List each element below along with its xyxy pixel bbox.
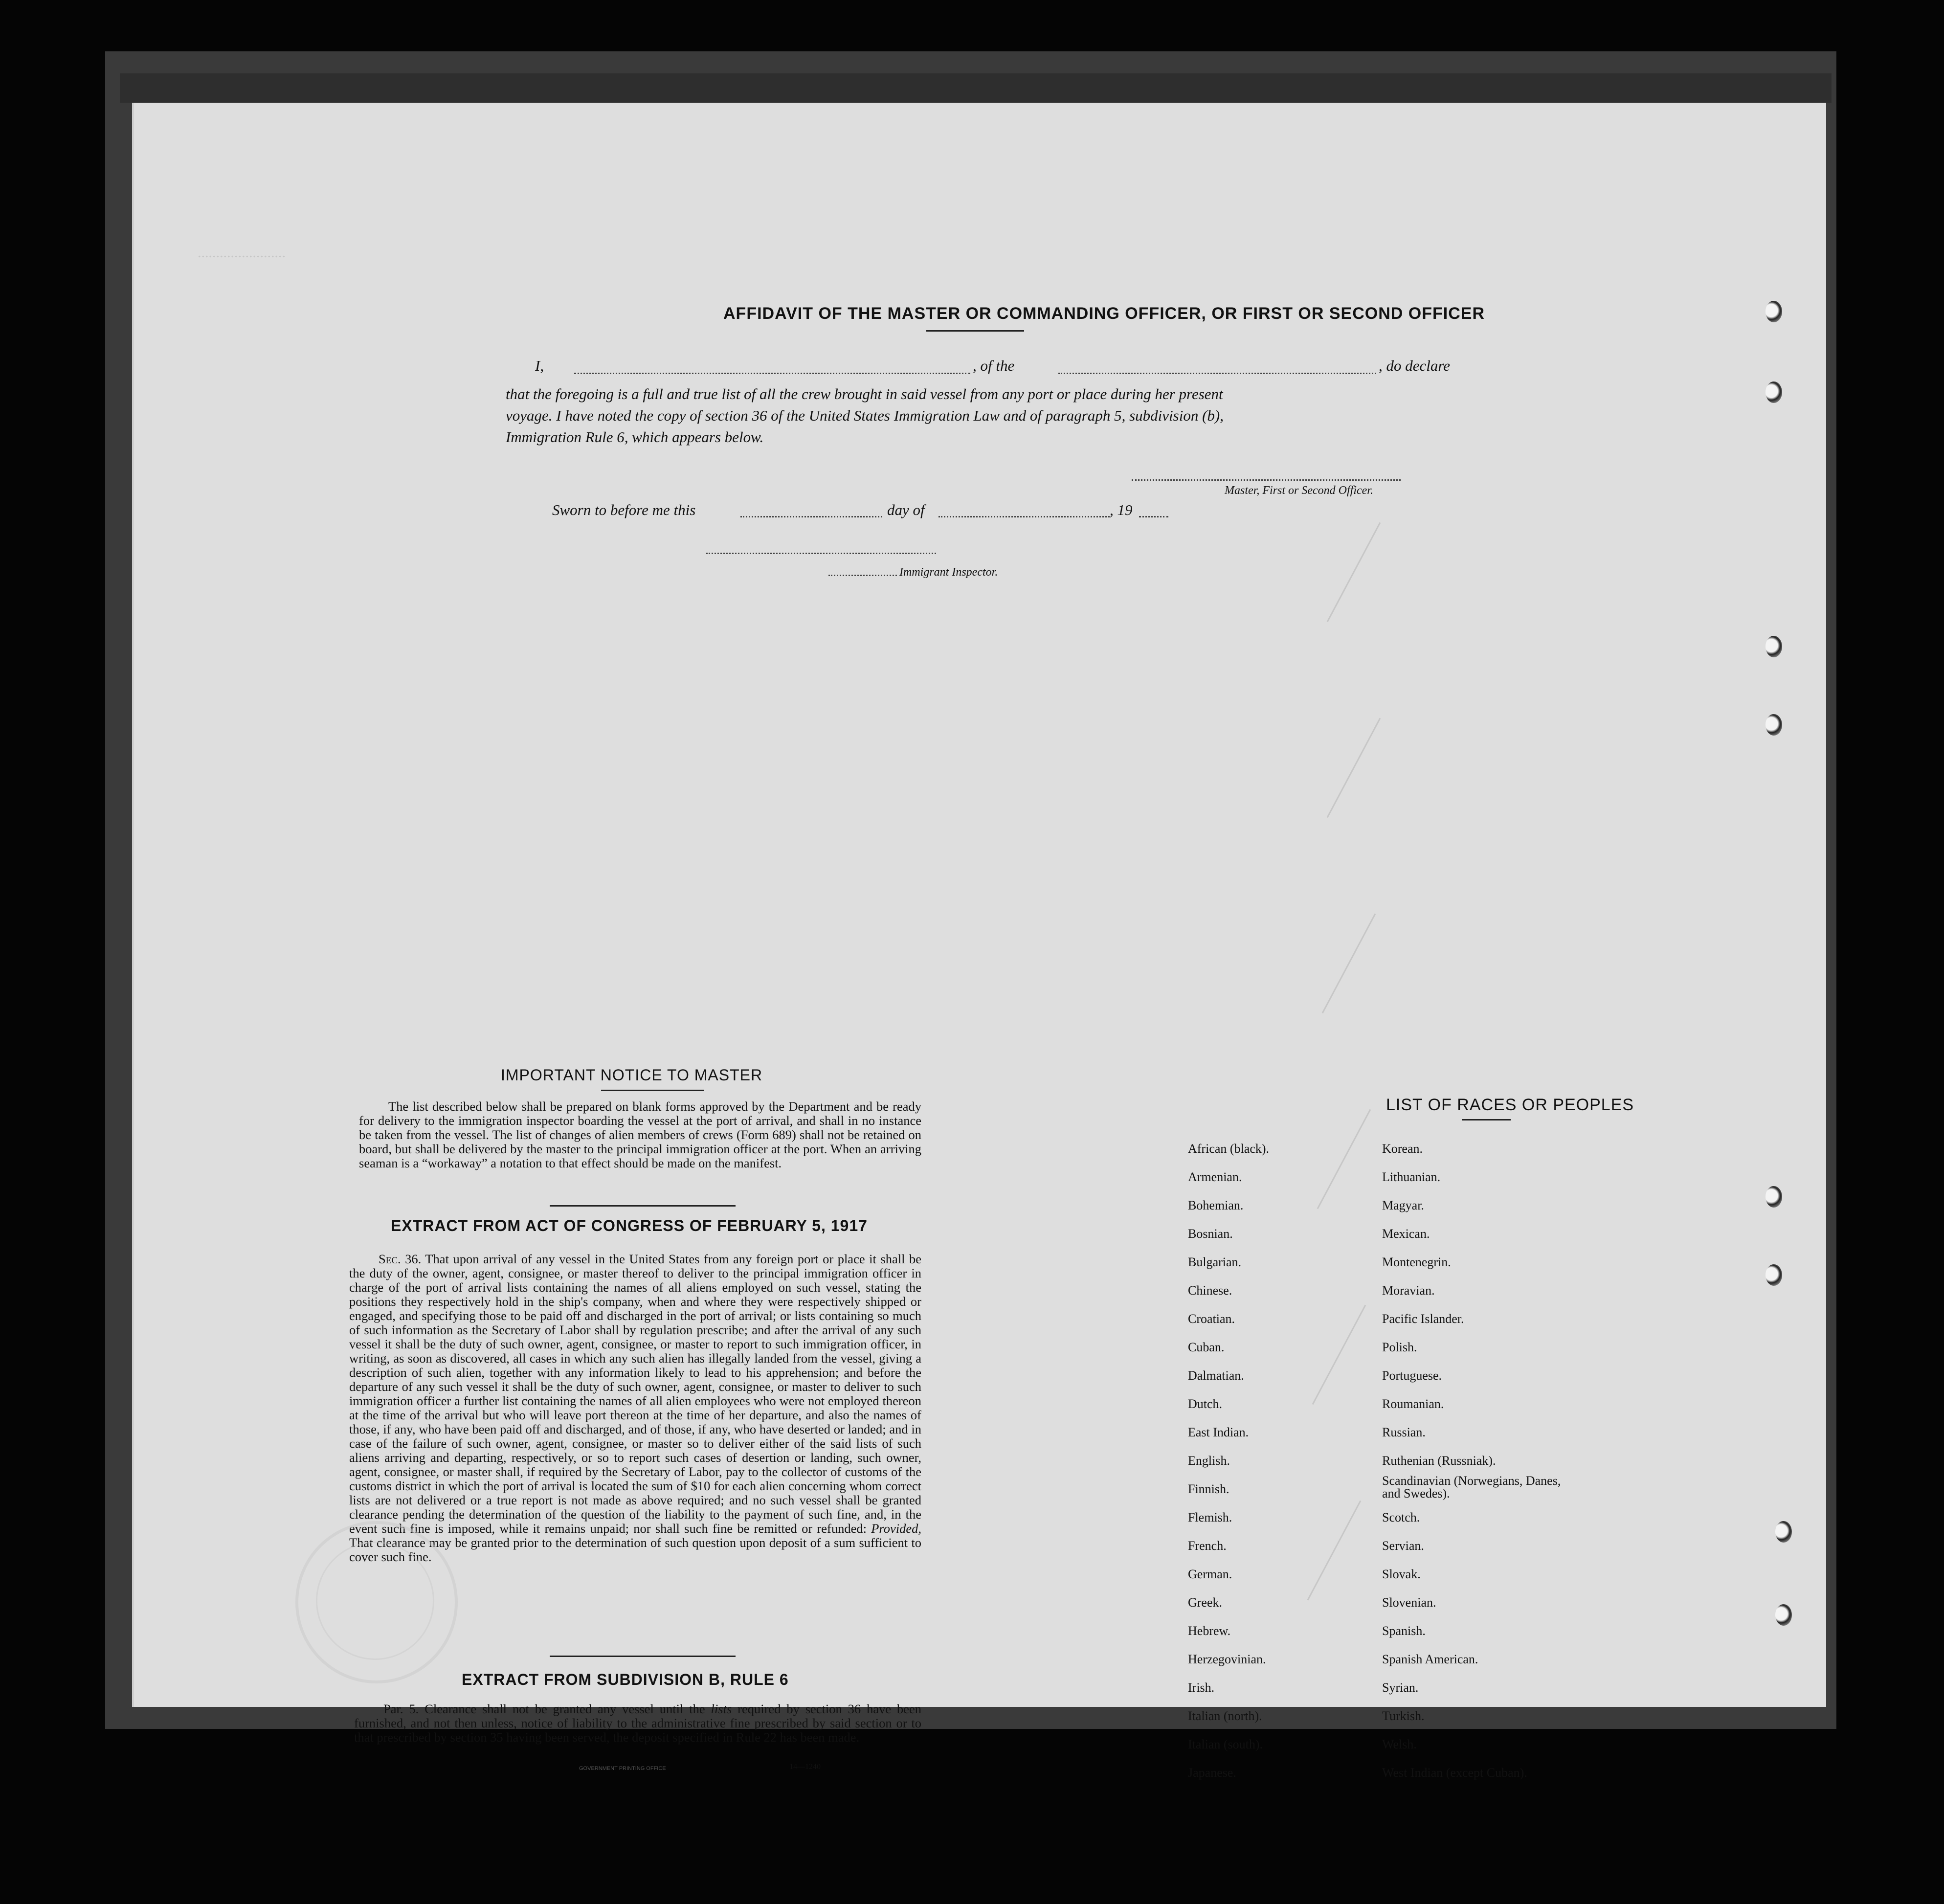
- bleed-check-mark: [1327, 522, 1381, 622]
- race-item: English.: [1188, 1454, 1230, 1468]
- act-extract-title: EXTRACT FROM ACT OF CONGRESS OF FEBRUARY 5, 1917: [391, 1217, 868, 1234]
- binder-hole: [1765, 714, 1782, 736]
- race-item: Hebrew.: [1188, 1624, 1231, 1638]
- bleed-check-mark: [1307, 1501, 1362, 1600]
- race-item: French.: [1188, 1539, 1227, 1553]
- race-item: Bulgarian.: [1188, 1255, 1242, 1269]
- race-item: Roumanian.: [1382, 1397, 1444, 1411]
- inspector-signature-line: [706, 553, 936, 554]
- race-item: Russian.: [1382, 1425, 1426, 1439]
- race-item: Syrian.: [1382, 1680, 1419, 1695]
- race-item: Pacific Islander.: [1382, 1312, 1464, 1326]
- binder-hole: [1765, 301, 1782, 322]
- title-rule: [926, 330, 1024, 332]
- race-item: Spanish.: [1382, 1624, 1426, 1638]
- race-item: Mexican.: [1382, 1227, 1430, 1241]
- signature-caption: Master, First or Second Officer.: [1225, 484, 1373, 497]
- rule-extract-body: [354, 1702, 921, 1745]
- binder-hole: [1765, 636, 1782, 657]
- signature-line: [1132, 479, 1401, 481]
- race-item: Irish.: [1188, 1680, 1215, 1695]
- race-item: West Indian (except Cuban).: [1382, 1766, 1527, 1780]
- race-item: Portuguese.: [1382, 1368, 1442, 1383]
- race-item: Japanese.: [1188, 1766, 1236, 1780]
- of-the-label: , of the: [973, 357, 1015, 374]
- name-field-line: [574, 373, 970, 374]
- sworn-label: Sworn to before me this: [552, 501, 696, 518]
- race-item: Magyar.: [1382, 1198, 1424, 1212]
- par-label: Par. 5.: [383, 1702, 419, 1716]
- document-page: [132, 103, 1826, 1780]
- rule-body-a: Clearance shall not be granted any vessel until the: [425, 1702, 705, 1716]
- race-item: Spanish American.: [1382, 1652, 1478, 1666]
- race-item: Welsh.: [1382, 1737, 1417, 1751]
- sec-label: Sec. 36.: [379, 1252, 422, 1266]
- race-item: Bosnian.: [1188, 1227, 1233, 1241]
- bleed-check-mark: [1322, 914, 1376, 1013]
- notice-title: IMPORTANT NOTICE TO MASTER: [501, 1066, 763, 1084]
- race-item: Ruthenian (Russniak).: [1382, 1454, 1496, 1468]
- binder-hole: [1775, 1521, 1792, 1543]
- act-body-text: That upon arrival of any vessel in the United States from any foreign port or place it shall be the duty of the owner, agent, consignee, or master thereof to deliver to the principal immigration officer in charge of the port of arrival lists containing the names of all aliens employed on such vessel, stating the positions they respectively hold in the ship's company, when and where they were respectively shipped or engaged, and specifying those to be paid off and discharged in the port of arrival; or lists containing so much of such information as the Secretary of Labor shall by regulation prescribe; and after the arrival of any such vessel it shall be the duty of such owner, agent, consignee, or master to report to such immigration officer, in writing, as soon as discovered, all cases in which any such alien has illegally landed from the vessel, giving a description of such alien, together with any information likely to lead to his apprehension; and before the departure of any such vessel it shall be the duty of such owner, agent, consignee, or master to deliver to such immigration officer a further list containing the names of all alien employees who were not employed thereon at the time of the arrival but who will leave port thereon at the time of her departure, and also the names of those, if any, who have been paid off and discharged, and of those, if any, who have deserted or landed; and in case of the failure of such owner, agent, consignee, or master so to deliver either of the said lists of such aliens arriving and departing, respectively, or so to report such cases of desertion or landing, such owner, agent, consignee, or master shall, if required by the Secretary of Labor, pay to the collector of customs of the customs district in which the port of arrival is located the sum of $10 for each alien concerning whom correct lists are not delivered or a true report is not made as above required; and no such vessel shall be granted clearance pending the determination of the question of the liability to the payment of such fine, and, in the event such fine is imposed, while it remains unpaid; nor shall such fine be remitted or refunded:: [349, 1252, 921, 1536]
- day-of-label: day of: [887, 501, 925, 518]
- race-item: Dalmatian.: [1188, 1368, 1244, 1383]
- provided-label: Provided,: [871, 1521, 921, 1536]
- affidavit-line-2: that the foregoing is a full and true list of all the crew brought in said vessel from any port or place during her present: [506, 385, 1223, 403]
- year-label: , 19: [1110, 501, 1133, 518]
- race-item: Scotch.: [1382, 1510, 1420, 1524]
- form-number: 14—1240: [789, 1763, 821, 1771]
- race-item: Italian (north).: [1188, 1709, 1262, 1723]
- race-item: Italian (south).: [1188, 1737, 1263, 1751]
- lists-word: lists: [711, 1702, 732, 1716]
- race-item: Flemish.: [1188, 1510, 1232, 1524]
- rule-body-b: required by section 36 have been furnished, and not then unless, notice of liability to the administrative fine prescribed by said section or to that prescribed by section 35 having been served, the deposit specified in Rule 22 has been made.: [354, 1702, 922, 1745]
- affidavit-line-4: Immigration Rule 6, which appears below.: [506, 428, 764, 446]
- race-item: Servian.: [1382, 1539, 1424, 1553]
- race-item: Turkish.: [1382, 1709, 1425, 1723]
- declare-label: , do declare: [1379, 357, 1451, 374]
- department-seal-inner: [316, 1542, 434, 1660]
- page-top-edge: [120, 73, 1832, 103]
- bleed-through-text: ........................: [198, 245, 286, 261]
- affidavit-i-label: I,: [535, 357, 544, 374]
- affidavit-line-3: voyage. I have noted the copy of section 36 of the United States Immigration Law and of paragraph 5, subdivision (b),: [506, 407, 1224, 424]
- race-item: Herzegovinian.: [1188, 1652, 1266, 1666]
- race-item: Korean.: [1382, 1142, 1423, 1156]
- binder-hole: [1775, 1604, 1792, 1626]
- notice-body: The list described below shall be prepared on blank forms approved by the Department and be ready for delivery to the immigration inspector boarding the vessel at the port of arrival, and shall in no instance be taken from the vessel. The list of changes of alien members of crews (Form 689) shall not be retained on board, but shall be delivered by the master to the principal immigration officer at the port. When an arriving seaman is a “workaway” a notation to that effect should be made on the manifest.: [359, 1099, 921, 1170]
- binder-hole: [1765, 381, 1782, 403]
- race-item: African (black).: [1188, 1142, 1270, 1156]
- race-item: Cuban.: [1188, 1340, 1225, 1354]
- act-body-end: That clearance may be granted prior to the determination of such question upon deposit of a sum sufficient to cover such fine.: [349, 1535, 921, 1564]
- races-title-rule: [1462, 1119, 1511, 1120]
- printer-line: GOVERNMENT PRINTING OFFICE: [579, 1766, 666, 1771]
- vessel-field-line: [1058, 373, 1376, 374]
- bleed-check-mark: [1312, 1305, 1366, 1405]
- race-item: Armenian.: [1188, 1170, 1242, 1184]
- month-field-line: [938, 516, 1110, 517]
- bleed-check-mark: [1327, 718, 1381, 818]
- race-item: Montenegrin.: [1382, 1255, 1451, 1269]
- affidavit-title: AFFIDAVIT OF THE MASTER OR COMMANDING OFFICER, OR FIRST OR SECOND OFFICER: [723, 304, 1485, 323]
- inspector-caption-leader: [828, 575, 897, 576]
- year-field-line: [1139, 516, 1168, 517]
- race-item: Moravian.: [1382, 1283, 1435, 1298]
- bleed-check-mark: [1317, 1109, 1371, 1209]
- race-item: East Indian.: [1188, 1425, 1249, 1439]
- race-item: Croatian.: [1188, 1312, 1235, 1326]
- race-item: Chinese.: [1188, 1283, 1232, 1298]
- race-item: Scandinavian (Norwegians, Danes, and Swedes).: [1382, 1474, 1561, 1501]
- notice-divider: [550, 1205, 736, 1207]
- act-divider: [550, 1656, 736, 1657]
- race-item: German.: [1188, 1567, 1232, 1581]
- inspector-caption: Immigrant Inspector.: [899, 566, 998, 579]
- race-item: Lithuanian.: [1382, 1170, 1441, 1184]
- race-item: Dutch.: [1188, 1397, 1223, 1411]
- race-item: Finnish.: [1188, 1482, 1229, 1496]
- day-field-line: [740, 516, 882, 517]
- races-title: LIST OF RACES OR PEOPLES: [1386, 1096, 1634, 1114]
- race-item: Slovak.: [1382, 1567, 1421, 1581]
- rule-extract-title: EXTRACT FROM SUBDIVISION B, RULE 6: [462, 1671, 789, 1688]
- race-item: Slovenian.: [1382, 1595, 1436, 1610]
- binder-hole: [1765, 1264, 1782, 1286]
- binder-hole: [1765, 1186, 1782, 1208]
- race-item: Bohemian.: [1188, 1198, 1244, 1212]
- race-item: Greek.: [1188, 1595, 1223, 1610]
- act-extract-body: [349, 1252, 921, 1564]
- race-item: Polish.: [1382, 1340, 1417, 1354]
- notice-title-rule: [601, 1090, 704, 1091]
